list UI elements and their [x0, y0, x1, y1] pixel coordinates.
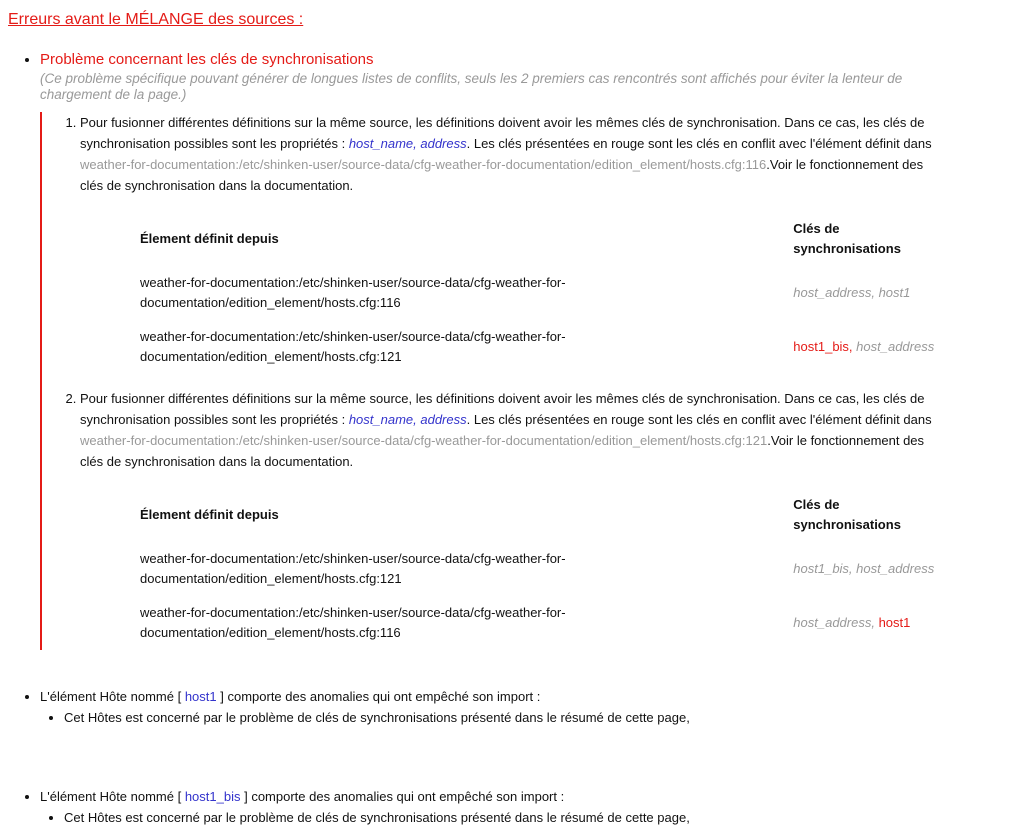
- sync-case-1: [80, 112, 948, 374]
- sync-key-host_address: host_address,: [793, 285, 879, 301]
- host-link[interactable]: host1: [184, 688, 217, 704]
- case-text-before: Pour fusionner différentes définitions sur la même source, les définitions doivent avoir les mêmes clés de synchronisation. Dans ce cas, les clés de synchronisation possibles sont les propriétés :: [80, 390, 925, 427]
- sync-key-host_address: host_address: [856, 561, 935, 577]
- source-ref: weather-for-documentation:/etc/shinken-user/source-data/cfg-weather-for-documentation/edition_element/hosts.cfg:116: [80, 156, 767, 172]
- case-text-after: .Voir le fonctionnement des clés de synchronisation dans la documentation.: [80, 432, 925, 469]
- sync-case-2: [80, 388, 948, 650]
- sync-cases-list: [42, 112, 1009, 650]
- element-error-host1-bis: [40, 788, 1009, 828]
- column-header-keys: Clés de synchronisations: [793, 496, 901, 532]
- table-row: [140, 542, 948, 596]
- sync-key-host_address: host_address: [856, 339, 935, 355]
- sync-key-host1_bis: host1_bis,: [793, 561, 857, 577]
- keys-cell: [793, 320, 948, 374]
- source-cell: weather-for-documentation:/etc/shinken-user/source-data/cfg-weather-for-documentation/edition_element/hosts.cfg:116: [140, 274, 566, 310]
- source-cell: weather-for-documentation:/etc/shinken-user/source-data/cfg-weather-for-documentation/edition_element/hosts.cfg:121: [140, 550, 566, 586]
- case-text-before: Pour fusionner différentes définitions sur la même source, les définitions doivent avoir les mêmes clés de synchronisation. Dans ce cas, les clés de synchronisation possibles sont les propriétés :: [80, 114, 925, 151]
- conflict-table-1: [140, 212, 948, 374]
- source-ref: weather-for-documentation:/etc/shinken-user/source-data/cfg-weather-for-documentation/edition_element/hosts.cfg:121: [80, 432, 768, 448]
- element-error-prefix: L'élément Hôte nommé [: [40, 688, 185, 704]
- element-error-host1: [40, 688, 1009, 728]
- sync-problem-item: [40, 51, 1009, 650]
- host-link[interactable]: host1_bis: [184, 788, 241, 804]
- table-row: [140, 266, 948, 320]
- error-detail: • Cet Hôtes est concerné par le problème de clés de synchronisations présenté dans le résumé de cette page,: [64, 708, 1009, 728]
- case-text-middle: . Les clés présentées en rouge sont les clés en conflit avec l'élément définit dans: [466, 135, 932, 151]
- sync-keys-link[interactable]: host_name, address: [348, 135, 467, 151]
- error-details-list: [40, 708, 1009, 728]
- case-text-after: .Voir le fonctionnement des clés de synchronisation dans la documentation.: [80, 156, 924, 193]
- sync-key-host1_bis: host1_bis,: [793, 339, 857, 355]
- element-error-suffix: ] comporte des anomalies qui ont empêché son import :: [216, 688, 541, 704]
- table-row: [140, 320, 948, 374]
- table-row: [140, 596, 948, 650]
- sync-keys-link[interactable]: host_name, address: [348, 411, 467, 427]
- error-detail: • Cet Hôtes est concerné par le problème de clés de synchronisations présenté dans le résumé de cette page,: [64, 808, 1009, 828]
- source-cell: weather-for-documentation:/etc/shinken-user/source-data/cfg-weather-for-documentation/edition_element/hosts.cfg:116: [140, 604, 566, 640]
- conflict-table-2: [140, 488, 948, 650]
- case-text-middle: . Les clés présentées en rouge sont les clés en conflit avec l'élément définit dans: [466, 411, 932, 427]
- error-summary-list: [8, 51, 1009, 828]
- sync-key-host1: host1: [878, 615, 911, 631]
- element-error-prefix: L'élément Hôte nommé [: [40, 788, 185, 804]
- element-error-suffix: ] comporte des anomalies qui ont empêché son import :: [240, 788, 565, 804]
- column-header-source: Élement définit depuis: [140, 506, 279, 522]
- keys-cell: [793, 542, 948, 596]
- column-header-source: Élement définit depuis: [140, 230, 279, 246]
- sync-key-host_address: host_address,: [793, 615, 879, 631]
- sync-key-host1: host1: [878, 285, 911, 301]
- source-cell: weather-for-documentation:/etc/shinken-user/source-data/cfg-weather-for-documentation/edition_element/hosts.cfg:121: [140, 328, 566, 364]
- page-title: Erreurs avant le MÉLANGE des sources :: [8, 11, 304, 28]
- sync-cases-block: [40, 112, 1009, 650]
- sync-problem-note: (Ce problème spécifique pouvant générer de longues listes de conflits, seuls les 2 premiers cas rencontrés sont affichés pour éviter la lenteur de chargement de la page.): [40, 71, 903, 102]
- column-header-keys: Clés de synchronisations: [793, 220, 901, 256]
- table-header-row: [140, 212, 948, 266]
- keys-cell: [793, 266, 948, 320]
- keys-cell: [793, 596, 948, 650]
- table-header-row: [140, 488, 948, 542]
- sync-problem-heading: • Problème concernant les clés de synchronisations: [40, 51, 374, 68]
- error-details-list: [40, 808, 1009, 828]
